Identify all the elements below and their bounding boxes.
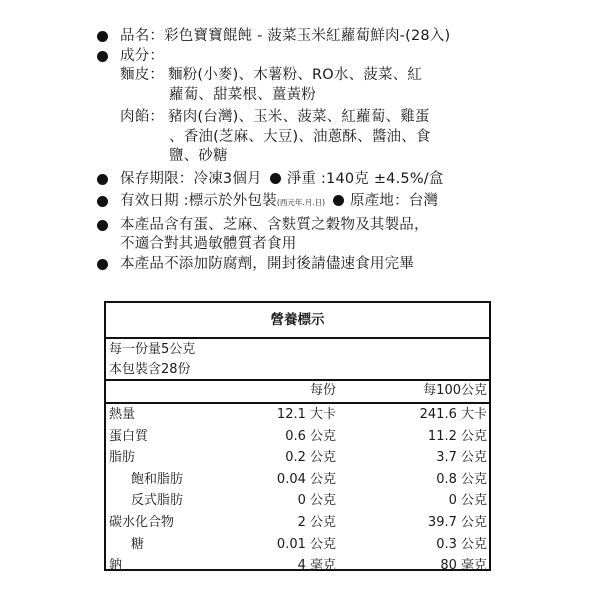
nutrient-per-serving: 0 公克 <box>297 493 336 509</box>
bullet-icon <box>97 51 108 62</box>
bullet-icon <box>270 173 281 184</box>
product-info <box>96 27 506 274</box>
nutrition-row <box>106 555 489 577</box>
expiry: 有效日期 :標示於外包裝 <box>120 193 277 209</box>
bullet-icon <box>97 31 108 42</box>
nutrient-name: 碳水化合物 <box>109 514 175 530</box>
nutrient-name: 熱量 <box>109 407 136 422</box>
nutrient-name: 鈉 <box>109 558 123 574</box>
allergen-line-2: 不適合對其過敏體質者食用 <box>120 236 297 252</box>
shelf-life: 保存期限：冷凍3個月 <box>120 170 262 187</box>
nutrient-per-serving: 0.01 公克 <box>276 536 336 552</box>
bullet-icon <box>333 195 344 206</box>
origin: 原產地：台灣 <box>350 193 439 209</box>
filling-ingredients <box>96 108 506 128</box>
col-per-serving: 每份 <box>309 383 336 398</box>
net-weight: 淨重 :140克 ±4.5%/盒 <box>286 170 444 187</box>
nutrient-per-serving: 12.1 大卡 <box>276 407 336 422</box>
preservative-text: 本產品不添加防腐劑，開封後請儘速食用完畢 <box>120 255 414 272</box>
nutrient-per-100g: 39.7 公克 <box>427 514 487 530</box>
bullet-icon <box>97 259 108 270</box>
expiry-line <box>96 192 506 213</box>
wrapper-line1: 麵粉(小麥)、木薯粉、RO水、菠菜、紅 <box>168 67 423 83</box>
nutrient-per-100g: 241.6 大卡 <box>419 407 487 422</box>
ingredients-line <box>96 47 506 67</box>
filling-line1: 豬肉(台灣)、玉米、菠菜、紅蘿蔔、雞蛋 <box>168 109 430 125</box>
col-per-100g: 每100公克 <box>423 383 487 398</box>
product-name-line <box>96 27 506 47</box>
nutrient-per-100g: 0 公克 <box>448 493 487 509</box>
nutrient-per-100g: 3.7 公克 <box>436 450 487 466</box>
ingredients-label: 成分： <box>120 47 165 64</box>
filling-line3: 鹽、砂糖 <box>169 148 228 164</box>
nutrient-per-100g: 0.8 公克 <box>436 471 487 487</box>
expiry-note: (西元年.月.日) <box>276 198 326 207</box>
nutrition-title: 營養標示 <box>106 303 489 339</box>
wrapper-line2: 蘿蔔、甜菜根、薑黃粉 <box>169 86 316 103</box>
nutrient-per-serving: 2 公克 <box>297 514 336 530</box>
nutrient-name: 飽和脂肪 <box>131 471 184 487</box>
nutrition-rows <box>106 404 489 577</box>
preservative-line <box>96 255 506 275</box>
nutrient-name: 蛋白質 <box>109 428 149 444</box>
nutrition-row <box>106 512 489 534</box>
nutrient-per-100g: 80 毫克 <box>440 558 487 574</box>
nutrient-per-100g: 11.2 公克 <box>427 428 487 444</box>
serving-size: 每一份量5公克 <box>109 342 196 357</box>
nutrition-row <box>106 490 489 512</box>
bullet-icon <box>97 196 108 207</box>
nutrition-row <box>106 534 489 556</box>
nutrient-per-serving: 0.2 公克 <box>285 450 336 466</box>
wrapper-ingredients <box>96 66 506 86</box>
nutrition-row <box>106 426 489 448</box>
nutrient-name: 糖 <box>131 536 145 552</box>
filling-line2: 、香油(芝麻、大豆)、油蔥酥、醬油、食 <box>169 128 431 145</box>
nutrient-name: 反式脂肪 <box>131 493 184 509</box>
nutrient-per-serving: 4 毫克 <box>297 558 336 574</box>
nutrition-row <box>106 469 489 491</box>
allergen-line <box>96 216 506 236</box>
serving-info <box>106 339 489 381</box>
bullet-icon <box>97 220 108 231</box>
bullet-icon <box>97 174 108 185</box>
nutrition-header-row <box>106 381 489 404</box>
wrapper-label: 麵皮： <box>120 67 165 83</box>
nutrition-row <box>106 404 489 426</box>
servings-per-package: 本包裝含28份 <box>109 362 191 377</box>
nutrient-per-serving: 0.04 公克 <box>276 471 336 487</box>
nutrient-per-100g: 0.3 公克 <box>436 536 487 552</box>
nutrition-row <box>106 447 489 469</box>
nutrient-name: 脂肪 <box>109 450 136 466</box>
nutrition-facts-table <box>104 301 491 574</box>
shelf-life-line <box>96 170 506 190</box>
product-name: 品名：彩色寶寶餛飩 - 菠菜玉米紅蘿蔔鮮肉-(28入) <box>120 28 451 44</box>
allergen-text-1: 本產品含有蛋、芝麻、含麩質之穀物及其製品， <box>120 216 429 233</box>
nutrient-per-serving: 0.6 公克 <box>285 428 336 444</box>
filling-label: 肉餡： <box>120 109 165 125</box>
